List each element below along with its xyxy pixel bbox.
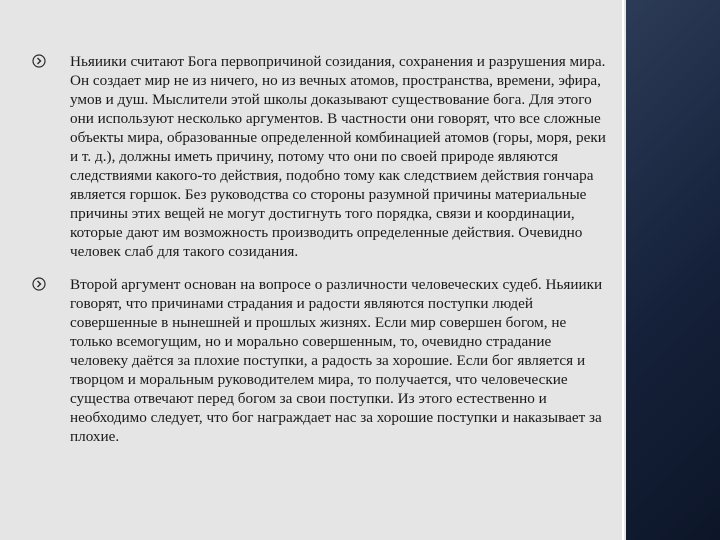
bullet-item-1 [30,52,610,261]
dark-sidebar-panel [626,0,720,540]
bullet-text: Второй аргумент основан на вопросе о различности человеческих судеб. Ньяиики говорят, что причинами страдания и радости являются поступки людей совершенные в нынешней и прошлых жизнях. Если мир совершен богом, не только всемогущим, но и морально совершенным, то, очевидно страдание человеку даётся за плохие поступки, а радость за хорошие. Если бог является и творцом и моральным руководителем мира, то получается, что человеческие существа отвечают перед богом за свои поступки. Из этого естественно и необходимо следует, что бог награждает нас за хорошие поступки и наказывает за плохие. [70,276,603,445]
bullet-text: Ньяиики считают Бога первопричиной созидания, сохранения и разрушения мира. Он создает мир не из ничего, но из вечных атомов, пространства, времени, эфира, умов и душ. Мыслители этой школы доказывают существование бога. Для этого они используют несколько аргументов. В частности они говорят, что все сложные объекты мира, образованные определенной комбинацией атомов (горы, моря, реки и т. д.), должны иметь причину, потому что они по своей природе являются следствиями какого-то действия, подобно тому как следствием действия гончара является горшок. Без руководства со стороны разумной причины материальные причины этих вещей не могут достигнуть того порядка, связи и координации, которые дают им возможность производить определенные действия. Очевидно человек слаб для такого созидания. [70,53,606,260]
circled-chevron-icon [32,54,46,68]
bullet-item-2 [30,275,610,446]
bullet-list [30,52,610,460]
circled-chevron-icon [32,277,46,291]
sidebar-divider [622,0,624,540]
